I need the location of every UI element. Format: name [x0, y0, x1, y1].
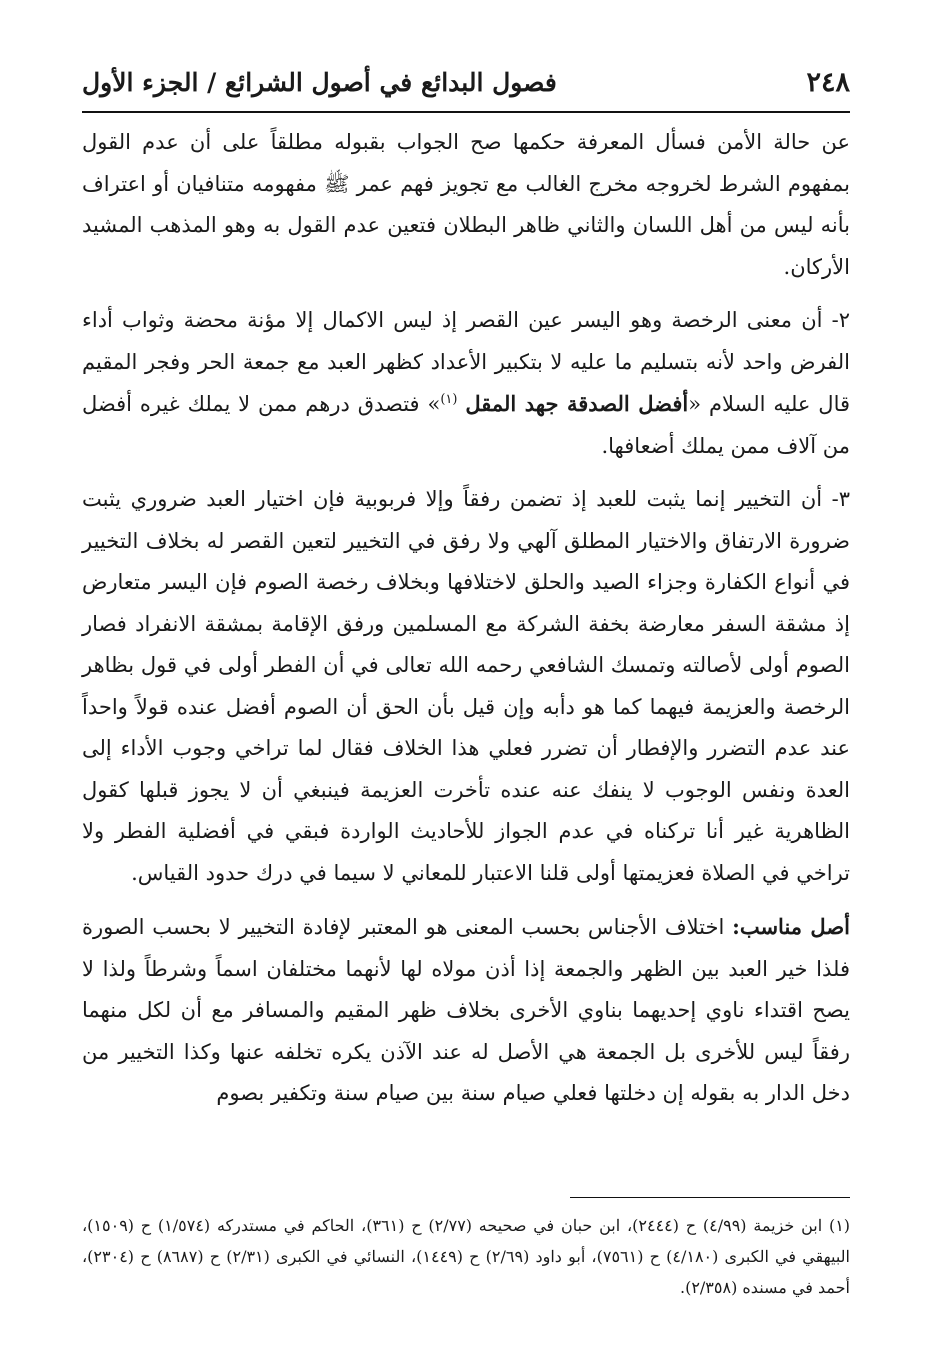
- paragraph-2-text-after: » فتصدق درهم ممن لا يملك غيره أفضل من آلاف ممن يملك أضعافها.: [82, 392, 850, 458]
- paragraph-2: [82, 300, 850, 467]
- paragraph-4: [82, 906, 850, 1115]
- header-divider: [82, 111, 850, 113]
- paragraph-3: ٣- أن التخيير إنما يثبت للعبد إذ تضمن رفقاً وإلا فربوبية فإن اختيار العبد ضروري يثبت ضرورة الارتفاق والاختيار المطلق آلهي ولا رفق في التخيير لتعين القصر له بخلاف التخيير في أنواع الكفارة وجزاء الصيد والحلق لاختلافها وبخلاف رخصة الصوم فإن اليسر متعارض إذ مشقة السفر معارضة بخفة الشركة مع المسلمين ورفق الإقامة بمشقة الانفراد فصار الصوم أولى لأصالته وتمسك الشافعي رحمه الله تعالى في أن الفطر أولى في قول بظاهر الرخصة والعزيمة فيهما كما هو دأبه وإن قيل بأن الحق أن الصوم أفضل عنده قولاً واحداً عند عدم التضرر والإفطار أن تضرر فعلي هذا الخلاف فقال لما تراخي وجوب الأداء إلى العدة ونفس الوجوب لا ينفك عنه عنده تأخرت العزيمة فينبغي أن لا يجوز قبلها كقول الظاهرية غير أنا تركناه في عدم الجواز للأحاديث الواردة فبقي في أفضلية الفطر ولا تراخي في الصلاة فعزيمتها أولى قلنا الاعتبار للمعاني لا سيما في درك حدود القياس.: [82, 487, 850, 885]
- main-text: [82, 122, 850, 1127]
- paragraph-2-text-before: ٢- أن معنى الرخصة وهو اليسر عين القصر إذ ليس الاكمال إلا مؤنة محضة وثواب أداء الفرض واحد لأنه بتسليم ما عليه لا بتكبير الأعداد كظهر العبد مع جمعة الحر وفجر المقيم قال عليه السلام «: [82, 308, 851, 416]
- footnote-divider: [570, 1197, 850, 1198]
- footnote-reference: (١): [440, 392, 458, 407]
- paragraph-4-text: اختلاف الأجناس بحسب المعنى هو المعتبر لإفادة التخيير لا بحسب الصورة فلذا خير العبد بين الظهر والجمعة إذا أذن مولاه لها لأنهما مختلفان اسماً وشرطاً ولذا لا يصح اقتداء ناوي إحديهما بناوي الأخرى بخلاف ظهر المقيم والمسافر مع أن لكل منهما رفقاً ليس للأخرى بل الجمعة هي الأصل له عند الآذن يكره تخلفه عنها وكذا التخيير من دخل الدار به بقوله إن دخلتها فعلي صيام سنة بين صيام سنة وتكفير بصوم: [82, 915, 850, 1105]
- section-lead: أصل مناسب:: [732, 914, 850, 939]
- footnote: (١) ابن خزيمة (٤/٩٩) ح (٢٤٤٤)، ابن حبان في صحيحه (٢/٧٧) ح (٣٦١)، الحاكم في مستدركه (١/٥٧٤) ح (١٥٠٩)، البيهقي في الكبرى (٤/١٨٠) ح (٧٥٦١)، أبو داود (٢/٦٩) ح (١٤٤٩)، النسائي في الكبرى (٢/٣١) ح (٨٦٨٧) ح (٢٣٠٤)، أحمد في مسنده (٢/٣٥٨).: [82, 1216, 851, 1297]
- page-number: ٢٤٨: [806, 66, 850, 98]
- hadith-quote: أفضل الصدقة جهد المقل: [465, 391, 689, 416]
- page-header: [82, 60, 850, 104]
- paragraph-1: عن حالة الأمن فسأل المعرفة حكمها صح الجواب بقبوله مطلقاً على أن عدم القول بمفهوم الشرط لخروجه مخرج الغالب مع تجويز فهم عمر ﷺ مفهومه متنافيان أو اعتراف بأنه ليس من أهل اللسان والثاني ظاهر البطلان فتعين عدم القول به وهو المذهب المشيد الأركان.: [82, 130, 850, 279]
- running-title: فصول البدائع في أصول الشرائع / الجزء الأول: [82, 67, 557, 97]
